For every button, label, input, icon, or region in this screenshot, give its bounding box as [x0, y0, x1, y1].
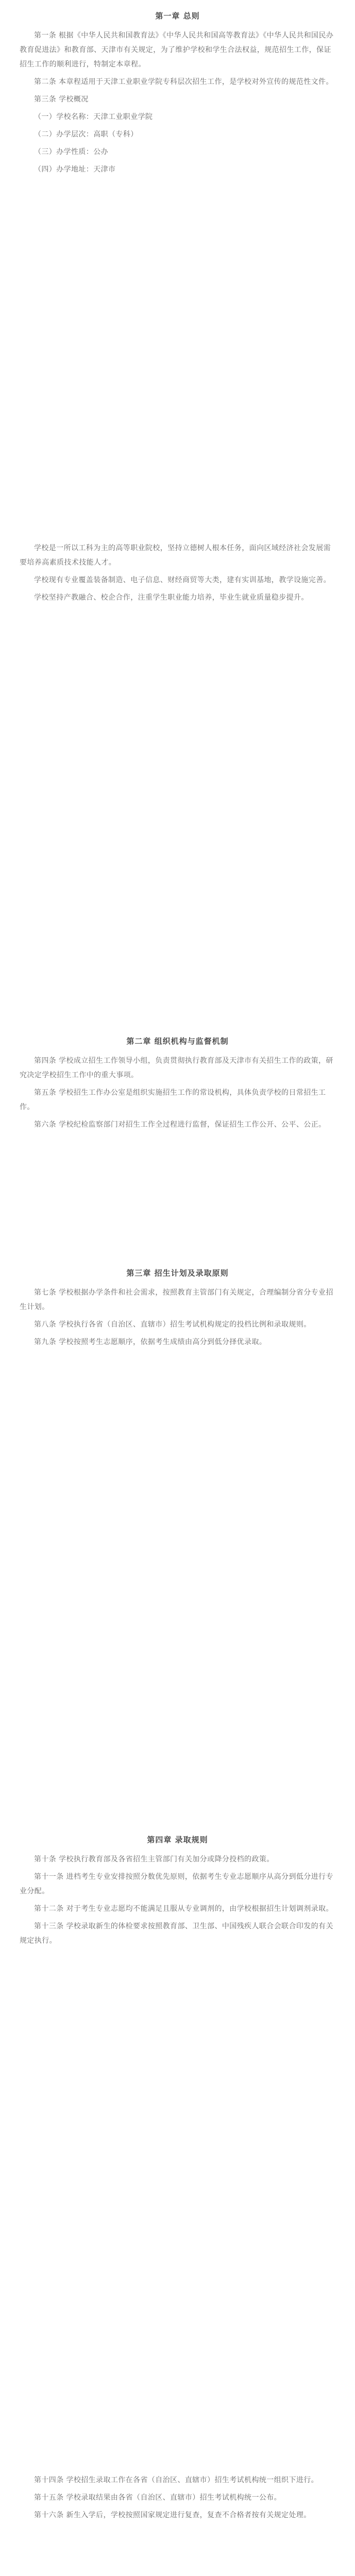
- paragraph: （一）学校名称：天津工业职业学院: [34, 113, 153, 121]
- section-title: 第一章 总则: [155, 11, 200, 21]
- content-block-1: [0, 5, 355, 180]
- paragraph: 第十二条 对于考生专业志愿均不能满足且服从专业调剂的，由学校根据招生计划调剂录取。: [34, 1905, 333, 1913]
- paragraph: 第十五条 学校录取结果由各省（自治区、直辖市）招生考试机构统一公布。: [34, 2494, 282, 2502]
- content-block-4: [0, 1262, 355, 1352]
- paragraph: 学校是一所以工科为主的高等职业院校，坚持立德树人根本任务，面向区域经济社会发展需要培养高素质技术技能人才。: [20, 544, 331, 567]
- content-block-3: [0, 1030, 355, 1135]
- paragraph: 第九条 学校按照考生志愿顺序，依据考生成绩由高分到低分择优录取。: [34, 1338, 267, 1346]
- paragraph: 第六条 学校纪检监察部门对招生工作全过程进行监督，保证招生工作公开、公平、公正。: [34, 1121, 326, 1129]
- section-title: 第二章 组织机构与监督机制: [126, 1037, 229, 1046]
- section-title: 第三章 招生计划及录取原则: [126, 1268, 229, 1278]
- paragraph: 第七条 学校根据办学条件和社会需求，按照教育主管部门有关规定，合理编制分省分专业招生计划。: [20, 1289, 333, 1311]
- paragraph: 第二条 本章程适用于天津工业职业学院专科层次招生工作，是学校对外宣传的规范性文件。: [34, 78, 333, 86]
- paragraph: 第一条 根据《中华人民共和国教育法》《中华人民共和国高等教育法》《中华人民共和国民办教育促进法》和教育部、天津市有关规定，为了维护学校和学生合法权益，规范招生工作，保证招生工作的顺利进行，特制定本章程。: [20, 31, 334, 69]
- paragraph: （二）办学层次：高职（专科）: [34, 130, 138, 139]
- paragraph: 学校现有专业覆盖装备制造、电子信息、财经商贸等大类，建有实训基地，教学设施完善。: [34, 576, 331, 584]
- section-title: 第四章 录取规则: [147, 1835, 208, 1844]
- paragraph: 学校坚持产教融合、校企合作，注重学生职业能力培养，毕业生就业质量稳步提升。: [34, 594, 309, 602]
- paragraph: 第十一条 进档考生专业安排按照分数优先原则，依据考生专业志愿顺序从高分到低分进行专业分配。: [20, 1873, 333, 1895]
- paragraph: （四）办学地址：天津市: [34, 165, 116, 174]
- paragraph: 第五条 学校招生工作办公室是组织实施招生工作的常设机构，具体负责学校的日常招生工作。: [20, 1089, 326, 1111]
- paragraph: 第八条 学校执行各省（自治区、直辖市）招生考试机构规定的投档比例和录取规则。: [34, 1320, 311, 1329]
- paragraph: 第十六条 新生入学后，学校按照国家规定进行复查，复查不合格者按有关规定处理。: [34, 2511, 311, 2519]
- paragraph: 第十四条 学校招生录取工作在各省（自治区、直辖市）招生考试机构统一组织下进行。: [34, 2476, 319, 2484]
- content-block-6: [0, 2473, 355, 2526]
- paragraph: （三）办学性质：公办: [34, 148, 108, 156]
- paragraph: 第三条 学校概况: [34, 95, 89, 104]
- paragraph: 第十三条 学校录取新生的体检要求按照教育部、卫生部、中国残疾人联合会联合印发的有关规定执行。: [20, 1922, 333, 1945]
- paragraph: 第十条 学校执行教育部及各省招生主管部门有关加分或降分投档的政策。: [34, 1855, 274, 1863]
- content-block-2: [0, 541, 355, 608]
- paragraph: 第四条 学校成立招生工作领导小组，负责贯彻执行教育部及天津市有关招生工作的政策，研究决定学校招生工作中的重大事项。: [20, 1057, 333, 1079]
- content-block-5: [0, 1829, 355, 1951]
